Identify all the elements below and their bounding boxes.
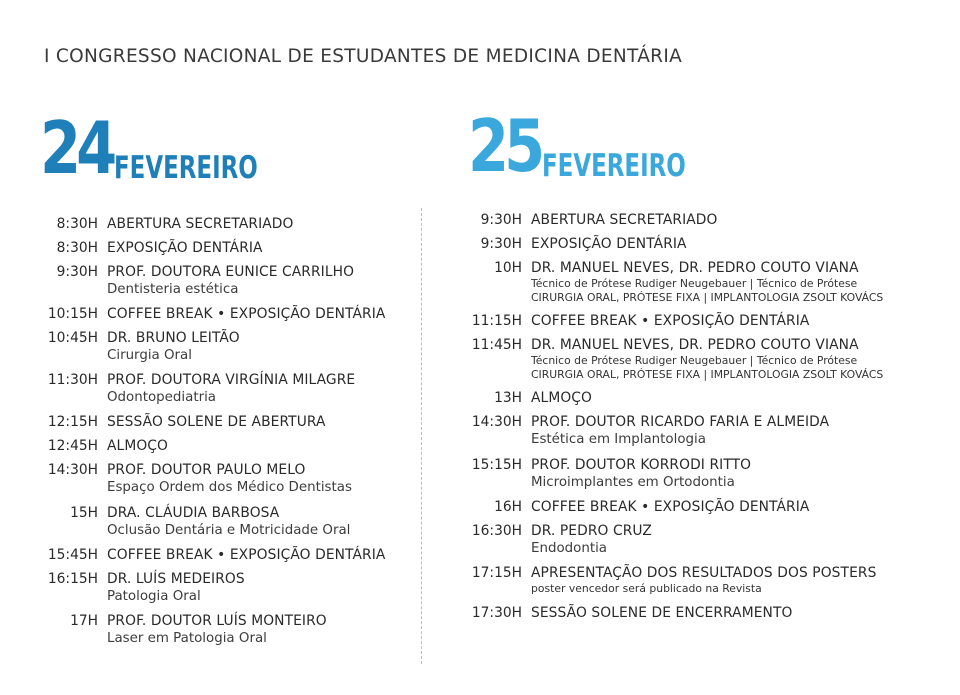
item-event: SESSÃO SOLENE DE ABERTURA	[107, 414, 326, 430]
item-body	[531, 390, 592, 407]
item-body	[531, 212, 717, 229]
schedule-item	[424, 390, 592, 407]
schedule-item	[424, 212, 717, 229]
item-body	[531, 236, 687, 253]
item-body	[107, 372, 355, 407]
item-event: PROF. DOUTORA VIRGÍNIA MILAGRE	[107, 372, 356, 388]
item-detail: CIRURGIA ORAL, PRÓTESE FIXA | IMPLANTOLOGIA ZSOLT KOVÁCS	[531, 291, 884, 304]
item-time: 16:15H	[47, 571, 98, 587]
schedule-item	[0, 613, 327, 648]
schedule-item	[424, 565, 876, 596]
item-detail: CIRURGIA ORAL, PRÓTESE FIXA | IMPLANTOLOGIA ZSOLT KOVÁCS	[531, 368, 884, 381]
item-detail: Estética em Implantologia	[531, 432, 706, 447]
item-time: 8:30H	[56, 240, 98, 256]
item-detail: poster vencedor será publicado na Revista	[531, 582, 762, 595]
schedule-item	[424, 499, 809, 516]
schedule-item	[0, 414, 326, 431]
item-time: 16H	[494, 499, 522, 515]
item-time: 17:30H	[471, 605, 522, 621]
schedule-item	[424, 457, 751, 492]
item-body	[531, 313, 809, 330]
item-event: ABERTURA SECRETARIADO	[107, 216, 294, 232]
schedule-item	[0, 372, 355, 407]
item-time: 17:15H	[471, 565, 522, 581]
item-time: 17H	[70, 613, 98, 629]
item-detail: Oclusão Dentária e Motricidade Oral	[107, 523, 351, 538]
schedule-item	[424, 414, 829, 449]
item-time: 10H	[494, 260, 522, 276]
item-event: DR. MANUEL NEVES, DR. PEDRO COUTO VIANA	[531, 337, 859, 353]
item-detail: Cirurgia Oral	[107, 348, 192, 363]
item-detail: Patologia Oral	[107, 589, 201, 604]
item-body	[107, 414, 326, 431]
item-body	[531, 565, 876, 596]
item-detail: Técnico de Prótese Rudiger Neugebauer | Técnico de Prótese	[531, 277, 858, 290]
schedule-item	[0, 264, 354, 299]
schedule-item	[424, 605, 792, 622]
item-body	[107, 240, 263, 257]
schedule-item	[0, 505, 350, 540]
item-event: DR. PEDRO CRUZ	[531, 523, 652, 539]
schedule-item	[424, 337, 883, 382]
item-event: EXPOSIÇÃO DENTÁRIA	[107, 240, 263, 256]
schedule-item	[0, 571, 245, 606]
schedule-item	[424, 260, 883, 305]
item-time: 14:30H	[471, 414, 522, 430]
item-time: 10:45H	[47, 330, 98, 346]
item-time: 10:15H	[47, 306, 98, 322]
schedule-item	[0, 216, 293, 233]
item-event: EXPOSIÇÃO DENTÁRIA	[531, 236, 687, 252]
item-event: ABERTURA SECRETARIADO	[531, 212, 718, 228]
schedule-item	[0, 547, 385, 564]
item-event: DR. LUÍS MEDEIROS	[107, 571, 245, 587]
page-title: I CONGRESSO NACIONAL DE ESTUDANTES DE MEDICINA DENTÁRIA	[44, 46, 683, 67]
item-body	[531, 499, 809, 516]
item-body	[107, 505, 350, 540]
item-time: 15:45H	[47, 547, 98, 563]
item-body	[107, 462, 352, 497]
item-event: COFFEE BREAK • EXPOSIÇÃO DENTÁRIA	[531, 499, 810, 515]
item-event: COFFEE BREAK • EXPOSIÇÃO DENTÁRIA	[531, 313, 810, 329]
day-heading-25	[468, 104, 737, 188]
schedule-item	[0, 438, 168, 455]
item-body	[107, 571, 245, 606]
item-time: 14:30H	[47, 462, 98, 478]
item-detail: Odontopediatria	[107, 390, 217, 405]
item-time: 9:30H	[56, 264, 98, 280]
item-time: 12:45H	[47, 438, 98, 454]
item-body	[107, 613, 327, 648]
item-time: 11:30H	[47, 372, 98, 388]
item-body	[107, 216, 293, 233]
day-heading-24	[40, 106, 309, 190]
item-event: ALMOÇO	[531, 390, 592, 406]
item-time: 9:30H	[480, 212, 522, 228]
day-number: 24	[40, 106, 113, 190]
item-body	[531, 605, 792, 622]
item-event: SESSÃO SOLENE DE ENCERRAMENTO	[531, 605, 793, 621]
item-detail: Microimplantes em Ortodontia	[531, 475, 735, 490]
item-event: COFFEE BREAK • EXPOSIÇÃO DENTÁRIA	[107, 306, 386, 322]
item-detail: Espaço Ordem dos Médico Dentistas	[107, 480, 352, 495]
item-body	[531, 337, 883, 382]
item-time: 16:30H	[471, 523, 522, 539]
day-month: FEVEREIRO	[114, 150, 259, 186]
schedule-item	[0, 462, 352, 497]
schedule-item	[424, 523, 652, 558]
item-body	[107, 438, 168, 455]
item-time: 8:30H	[56, 216, 98, 232]
day-number: 25	[468, 104, 541, 188]
item-event: PROF. DOUTOR PAULO MELO	[107, 462, 306, 478]
schedule-item	[0, 330, 240, 365]
item-body	[531, 523, 652, 558]
item-time: 12:15H	[47, 414, 98, 430]
item-body	[107, 264, 354, 299]
item-body	[531, 457, 751, 492]
item-time: 15:15H	[471, 457, 522, 473]
item-event: PROF. DOUTOR KORRODI RITTO	[531, 457, 752, 473]
item-body	[531, 260, 883, 305]
item-time: 13H	[494, 390, 522, 406]
schedule-item	[0, 240, 263, 257]
item-time: 11:45H	[471, 337, 522, 353]
item-time: 9:30H	[480, 236, 522, 252]
item-body	[107, 330, 240, 365]
item-detail: Técnico de Prótese Rudiger Neugebauer | Técnico de Prótese	[531, 354, 858, 367]
item-event: PROF. DOUTOR RICARDO FARIA E ALMEIDA	[531, 414, 830, 430]
item-event: DR. MANUEL NEVES, DR. PEDRO COUTO VIANA	[531, 260, 859, 276]
item-detail: Endodontia	[531, 541, 607, 556]
item-event: COFFEE BREAK • EXPOSIÇÃO DENTÁRIA	[107, 547, 386, 563]
day-month: FEVEREIRO	[542, 148, 687, 184]
schedule-item	[424, 236, 687, 253]
item-time: 11:15H	[471, 313, 522, 329]
item-body	[107, 306, 385, 323]
item-event: DR. BRUNO LEITÃO	[107, 330, 240, 346]
item-detail: Dentisteria estética	[107, 282, 239, 297]
item-event: APRESENTAÇÃO DOS RESULTADOS DOS POSTERS	[531, 565, 877, 581]
item-body	[531, 414, 829, 449]
schedule-item	[424, 313, 809, 330]
item-event: DRA. CLÁUDIA BARBOSA	[107, 505, 280, 521]
item-event: ALMOÇO	[107, 438, 168, 454]
item-event: PROF. DOUTORA EUNICE CARRILHO	[107, 264, 355, 280]
item-event: PROF. DOUTOR LUÍS MONTEIRO	[107, 613, 327, 629]
item-detail: Laser em Patologia Oral	[107, 631, 267, 646]
item-body	[107, 547, 385, 564]
item-time: 15H	[70, 505, 98, 521]
column-divider	[421, 208, 422, 664]
schedule-item	[0, 306, 385, 323]
